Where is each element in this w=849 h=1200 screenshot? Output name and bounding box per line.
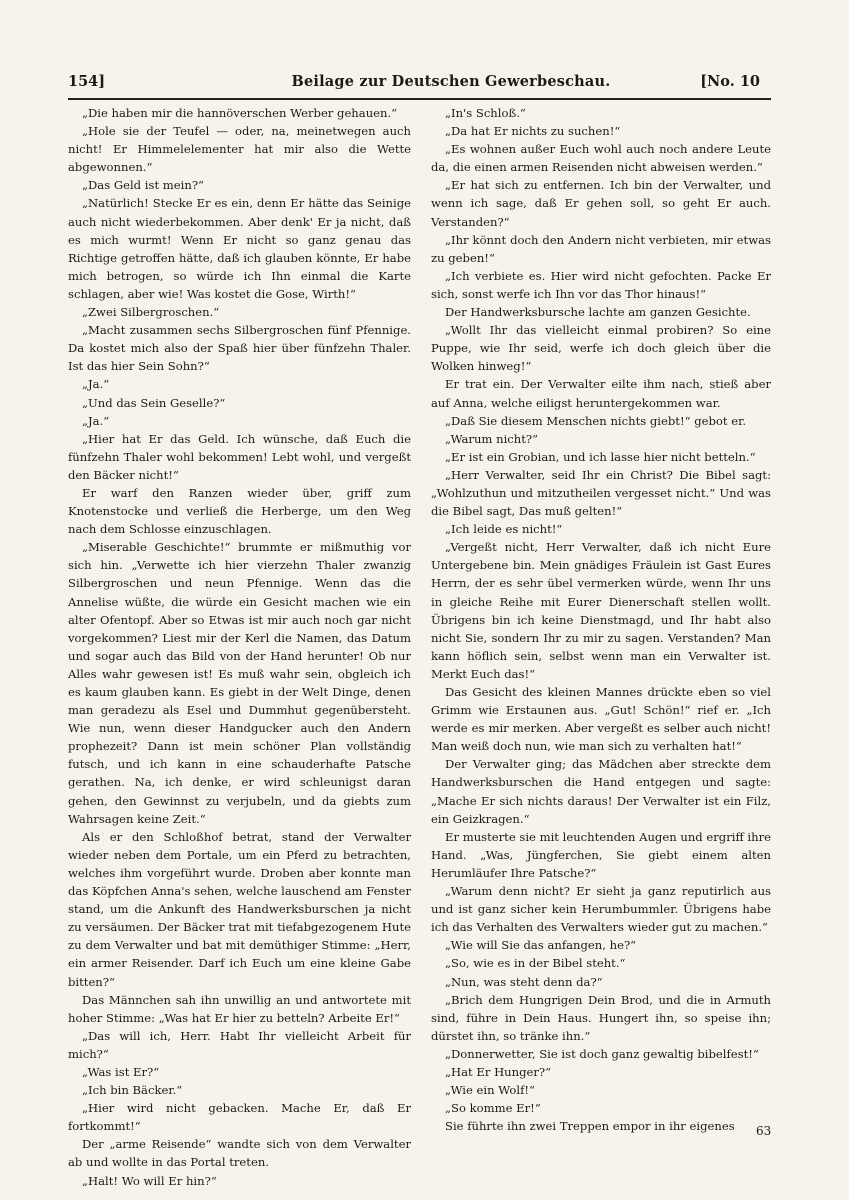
header-rule [68,98,771,100]
paragraph: „Wie ein Wolf!“ [445,1083,535,1098]
paragraph: „Es wohnen außer Euch wohl auch noch andere Leute da, die einen armen Reisenden nicht abweisen werden.“ [431,142,771,175]
paragraph: „Ich leide es nicht!“ [445,522,563,537]
paragraph: „So, wie es in der Bibel steht.“ [445,956,626,971]
paragraph: „Das will ich, Herr. Habt Ihr vielleicht Arbeit für mich?“ [68,1028,411,1061]
paragraph: „Er hat sich zu entfernen. Ich bin der Verwalter, und wenn ich sage, daß Er gehen soll, so geht Er auch. Verstanden?“ [431,178,771,229]
paragraph: „Ich verbiete es. Hier wird nicht gefochten. Packe Er sich, sonst werfe ich Ihn vor das Thor hinaus!“ [431,268,771,301]
paragraph: Der Verwalter ging; das Mädchen aber streckte dem Handwerksburschen die Hand entgegen und sagte: „Mache Er sich nichts daraus! Der Verwalter ist ein Filz, ein Geizkragen.“ [431,757,771,826]
paragraph: „Ja.“ [82,377,110,392]
paragraph: Er musterte sie mit leuchtenden Augen und ergriff ihre Hand. „Was, Jüngferchen, Sie giebt einem alten Herumläufer Ihre Patsche?“ [431,829,771,880]
right-column [431,104,771,1135]
paragraph: „Ihr könnt doch den Andern nicht verbieten, mir etwas zu geben!“ [431,232,771,265]
paragraph: Er trat ein. Der Verwalter eilte ihm nach, stieß aber auf Anna, welche eiligst heruntergekommen war. [431,377,771,410]
paragraph: „Zwei Silbergroschen.“ [82,305,220,320]
left-column [68,104,411,1190]
paragraph: „Miserable Geschichte!“ brummte er mißmuthig vor sich hin. „Verwette ich hier vierzehn Thaler zwanzig Silbergroschen und neun Pfennige. Wenn das die Annelise wüßte, die würde ein Gesicht machen wie ein alter Ofentopf. Aber so Etwas ist mir auch noch gar nicht vorgekommen? Liest mir der Kerl die Namen, das Datum und sogar auch das Bild von der Hand herunter! Ob nur Alles wahr gewesen ist! Es muß wahr sein, obgleich ich es kaum glauben kann. Es giebt in der Welt Dinge, denen man geradezu als Esel und Dummhut gegenübersteht. Wie nun, wenn dieser Handgucker auch den Andern prophezeit? Dann ist mein schöner Plan vollständig futsch, und ich kann in eine schauderhafte Patsche gerathen. Na, ich denke, er wird schleunigst daran gehen, den Gewinnst zu verjubeln, und da giebts zum Wahrsagen keine Zeit.“ [68,540,411,826]
paragraph: „Er ist ein Grobian, und ich lasse hier nicht betteln.“ [445,449,756,464]
paragraph: „Was ist Er?“ [82,1064,160,1079]
folio-number: 63 [756,1124,772,1138]
paragraph: Der „arme Reisende“ wandte sich von dem Verwalter ab und wollte in das Portal treten. [68,1137,411,1170]
publication-title: Beilage zur Deutschen Gewerbeschau. [291,73,611,90]
paragraph: Das Männchen sah ihn unwillig an und antwortete mit hoher Stimme: „Was hat Er hier zu betteln? Arbeite Er!“ [68,992,411,1025]
page-number: 154] [68,73,106,90]
paragraph: „Macht zusammen sechs Silbergroschen fünf Pfennige. Da kostet mich also der Spaß hier über fünfzehn Thaler. Ist das hier Sein Sohn?“ [68,323,411,374]
paragraph: „Hat Er Hunger?“ [445,1064,552,1079]
paragraph: „Halt! Wo will Er hin?“ [82,1173,217,1188]
paragraph: „Wollt Ihr das vielleicht einmal probiren? So eine Puppe, wie Ihr seid, werfe ich doch gleich über die Wolken hinweg!“ [431,323,771,374]
paragraph: „Hier hat Er das Geld. Ich wünsche, daß Euch die fünfzehn Thaler wohl bekommen! Lebt wohl, und vergeßt den Bäcker nicht!“ [68,431,411,482]
running-header [68,73,768,99]
paragraph: Er warf den Ranzen wieder über, griff zum Knotenstocke und verließ die Herberge, um den Weg nach dem Schlosse einzuschlagen. [68,485,411,537]
paragraph: „Daß Sie diesem Menschen nichts giebt!“ gebot er. [445,413,747,428]
paragraph: „Herr Verwalter, seid Ihr ein Christ? Die Bibel sagt: „Wohlzuthun und mitzutheilen vergesset nicht.“ Und was die Bibel sagt, Das muß gelten!“ [431,467,771,519]
paragraph: „Natürlich! Stecke Er es ein, denn Er hätte das Seinige auch nicht wiederbekommen. Aber denk' Er ja nicht, daß es mich wurmt! Wenn Er nicht so ganz genau das Richtige getroffen hätte, daß ich glauben könnte, Er habe mich betrogen, so würde ich Ihn einmal die Karte schlagen, aber wie! Was kostet die Gose, Wirth!“ [68,196,411,301]
paragraph: „So komme Er!“ [445,1101,541,1116]
paragraph: „Ich bin Bäcker.“ [82,1083,183,1098]
paragraph: „Vergeßt nicht, Herr Verwalter, daß ich nicht Eure Untergebene bin. Mein gnädiges Fräulein ist Gast Eures Herrn, der es sehr übel vermerken würde, wenn Ihr uns in gleiche Reihe mit Eurer Dienerschaft stellen wollt. Übrigens bin ich keine Dienstmagd, und Ihr habt also nicht Sie, sondern Ihr zu mir zu sagen. Verstanden? Man kann höflich sein, selbst wenn man ein Verwalter ist. Merkt Euch das!“ [431,540,771,681]
paragraph: „Hole sie der Teufel — oder, na, meinetwegen auch nicht! Er Himmelelementer hat mir also die Wette abgewonnen.“ [68,124,411,175]
paragraph: „Da hat Er nichts zu suchen!“ [445,124,621,139]
paragraph: „Und das Sein Geselle?“ [82,395,226,410]
paragraph: Der Handwerksbursche lachte am ganzen Gesichte. [445,305,751,320]
paragraph: „Nun, was steht denn da?“ [445,974,603,989]
paragraph: „Brich dem Hungrigen Dein Brod, und die in Armuth sind, führe in Dein Haus. Hungert ihn, so speise ihn; dürstet ihn, so tränke ihn.“ [431,992,771,1043]
paragraph: Sie führte ihn zwei Treppen empor in ihr eigenes [445,1119,735,1134]
paragraph: „In's Schloß.“ [445,106,526,120]
paragraph: „Die haben mir die hannöverschen Werber gehauen.“ [82,106,398,120]
paragraph: „Warum nicht?“ [445,431,539,446]
paragraph: „Hier wird nicht gebacken. Mache Er, daß Er fortkommt!“ [68,1101,411,1134]
paragraph: Das Gesicht des kleinen Mannes drückte eben so viel Grimm wie Erstaunen aus. „Gut! Schön!“ rief er. „Ich werde es mir merken. Aber vergeßt es selber auch nicht! Man weiß doch nun, wie man sich zu verhalten hat!“ [431,685,771,754]
paragraph: Als er den Schloßhof betrat, stand der Verwalter wieder neben dem Portale, um ein Pferd zu betrachten, welches ihm vorgeführt wurde. Droben aber konnte man das Köpfchen Anna's sehen, welche lauschend am Fenster stand, um die Ankunft des Handwerksburschen ja nicht zu versäumen. Der Bäcker trat mit tiefabgezogenem Hute zu dem Verwalter und bat mit demüthiger Stimme: „Herr, ein armer Reisender. Darf ich Euch um eine kleine Gabe bitten?“ [68,829,411,989]
paragraph: „Warum denn nicht? Er sieht ja ganz reputirlich aus und ist ganz sicher kein Herumbummler. Übrigens habe ich das Verhalten des Verwalters wieder gut zu machen.“ [431,884,771,935]
paragraph: „Wie will Sie das anfangen, he?“ [445,938,637,953]
issue-number: [No. 10 [700,73,760,90]
paragraph: „Das Geld ist mein?“ [82,178,204,193]
paragraph: „Ja.“ [82,413,110,428]
paragraph: „Donnerwetter, Sie ist doch ganz gewaltig bibelfest!“ [445,1046,759,1061]
